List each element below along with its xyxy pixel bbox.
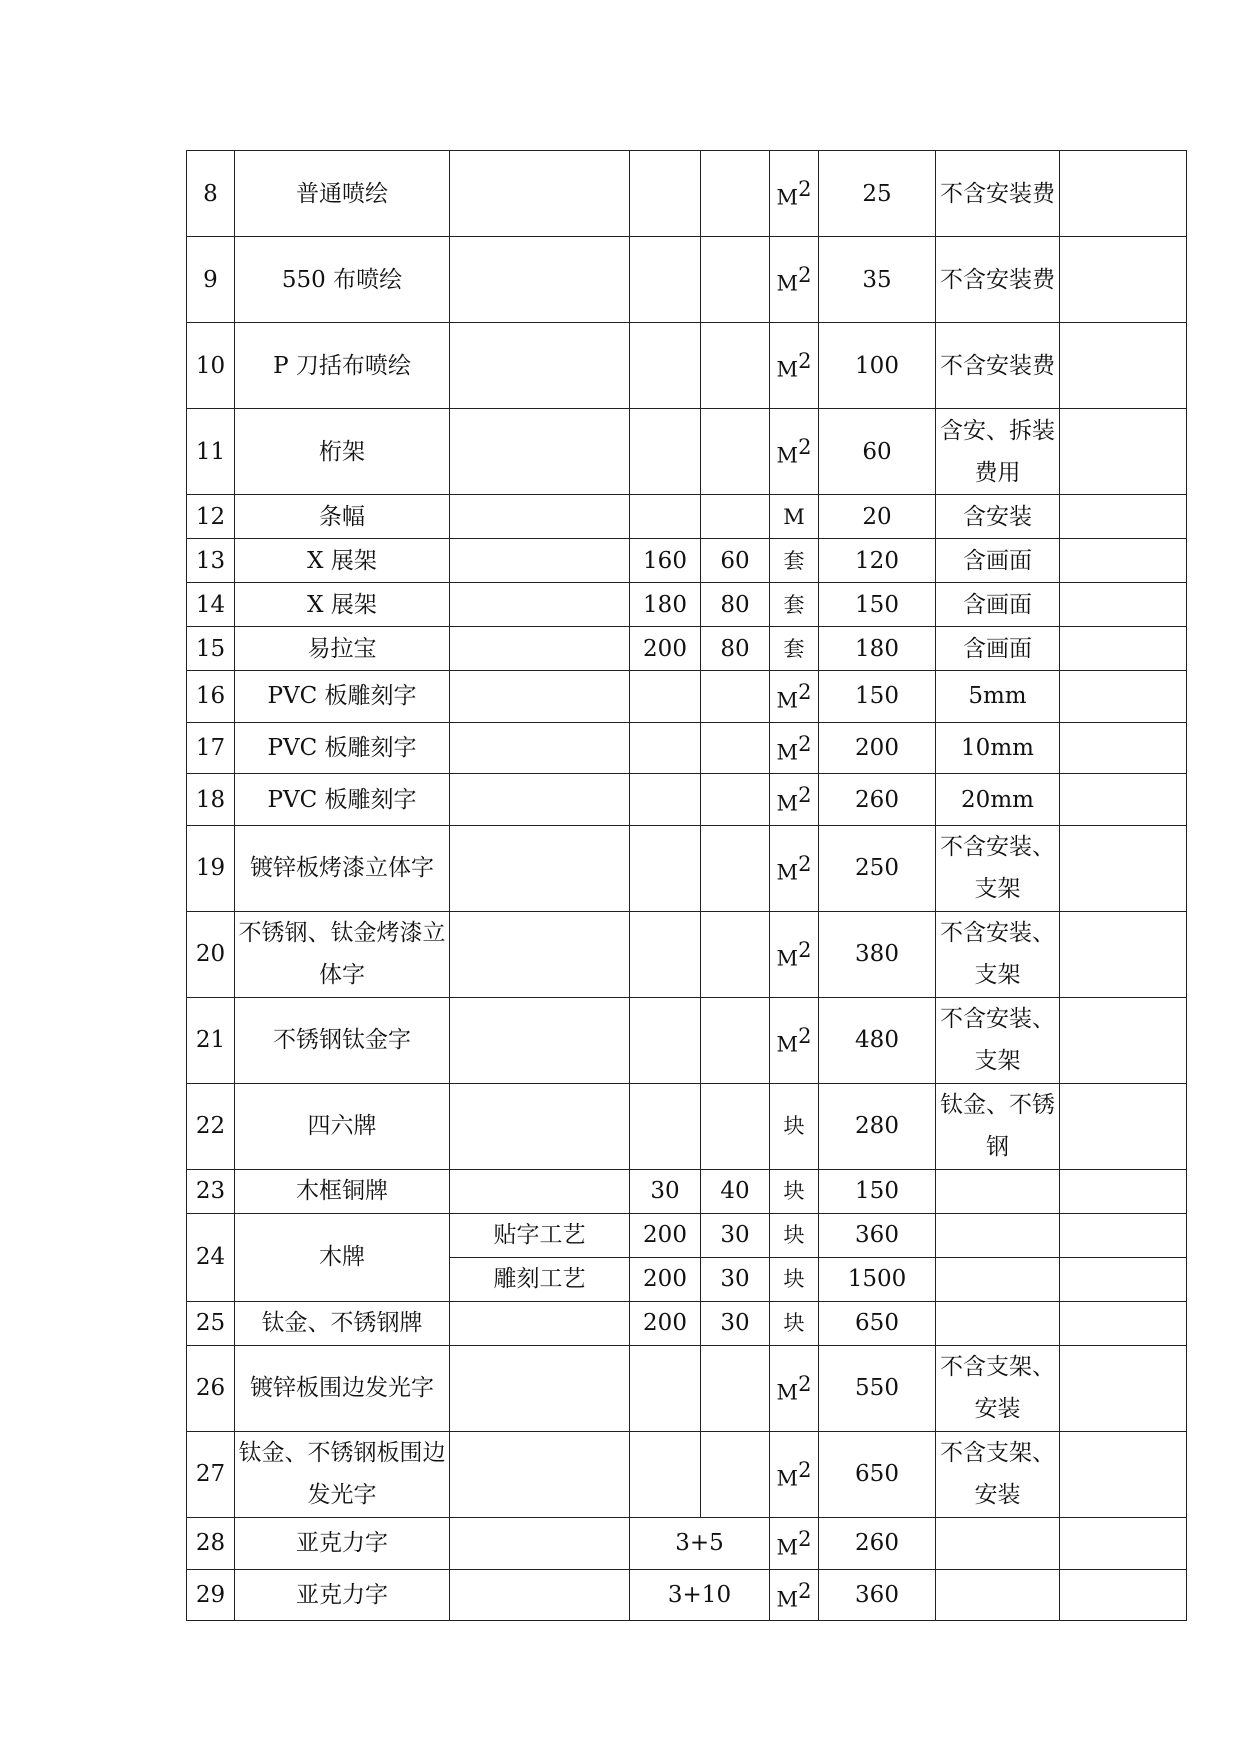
unit-cell: [770, 1345, 819, 1431]
unit-cell: [770, 1569, 819, 1621]
dimension-2-cell: 60: [701, 539, 770, 583]
dimension-2-cell: [701, 409, 770, 495]
unit-cell: [770, 323, 819, 409]
dimension-2-cell: 30: [701, 1301, 770, 1345]
process-cell: [450, 495, 630, 539]
item-number-cell: 9: [187, 237, 235, 323]
unit-text: M: [776, 946, 799, 971]
extra-cell: [1060, 1257, 1187, 1301]
unit-cell: [770, 1169, 819, 1213]
extra-cell: [1060, 997, 1187, 1083]
unit-superscript: 2: [798, 349, 812, 374]
unit-text: M: [776, 1535, 799, 1560]
extra-cell: [1060, 671, 1187, 723]
dimension-1-cell: [630, 495, 701, 539]
extra-cell: [1060, 323, 1187, 409]
extra-cell: [1060, 151, 1187, 237]
table-row: [187, 323, 1187, 409]
item-name-cell: 亚克力字: [235, 1517, 450, 1569]
note-cell: 不含支架、安装: [936, 1345, 1060, 1431]
unit-text: M: [776, 443, 799, 468]
price-cell: 280: [819, 1083, 936, 1169]
table-row: [187, 911, 1187, 997]
dimension-2-cell: [701, 495, 770, 539]
item-name-cell: 钛金、不锈钢板围边发光字: [235, 1431, 450, 1517]
item-number-cell: 25: [187, 1301, 235, 1345]
item-name-cell: 镀锌板烤漆立体字: [235, 825, 450, 911]
dimension-1-cell: [630, 774, 701, 826]
item-number-cell: 12: [187, 495, 235, 539]
item-name-cell: 不锈钢钛金字: [235, 997, 450, 1083]
dimension-2-cell: 40: [701, 1169, 770, 1213]
extra-cell: [1060, 1569, 1187, 1621]
note-cell: 不含安装、支架: [936, 825, 1060, 911]
price-cell: 650: [819, 1301, 936, 1345]
price-cell: 25: [819, 151, 936, 237]
unit-cell: [770, 539, 819, 583]
item-name-cell: 镀锌板围边发光字: [235, 1345, 450, 1431]
process-cell: [450, 409, 630, 495]
note-cell: [936, 1517, 1060, 1569]
dimension-2-cell: 80: [701, 627, 770, 671]
process-cell: [450, 1345, 630, 1431]
dimension-2-cell: [701, 323, 770, 409]
unit-text: M: [776, 1466, 799, 1491]
unit-superscript: 2: [798, 1526, 812, 1551]
table-row: [187, 237, 1187, 323]
item-number-cell: 16: [187, 671, 235, 723]
dimension-2-cell: [701, 1345, 770, 1431]
unit-superscript: 2: [798, 938, 812, 963]
unit-text: 块: [783, 1267, 805, 1292]
process-cell: 贴字工艺: [450, 1213, 630, 1257]
price-cell: 180: [819, 627, 936, 671]
table-row: [187, 151, 1187, 237]
dimension-1-cell: 200: [630, 1213, 701, 1257]
unit-cell: [770, 671, 819, 723]
dimension-1-cell: [630, 997, 701, 1083]
item-number-cell: 20: [187, 911, 235, 997]
table-row: [187, 539, 1187, 583]
note-cell: 含画面: [936, 583, 1060, 627]
item-name-cell: 木牌: [235, 1213, 450, 1301]
unit-cell: [770, 997, 819, 1083]
dimension-2-cell: [701, 1431, 770, 1517]
process-cell: [450, 1083, 630, 1169]
process-cell: [450, 1569, 630, 1621]
extra-cell: [1060, 911, 1187, 997]
dimension-1-cell: [630, 237, 701, 323]
price-cell: 120: [819, 539, 936, 583]
item-number-cell: 23: [187, 1169, 235, 1213]
note-cell: 不含安装、支架: [936, 911, 1060, 997]
extra-cell: [1060, 495, 1187, 539]
item-name-cell: 桁架: [235, 409, 450, 495]
dimension-2-cell: [701, 671, 770, 723]
dimension-1-cell: 160: [630, 539, 701, 583]
unit-cell: [770, 911, 819, 997]
note-cell: 不含安装、支架: [936, 997, 1060, 1083]
unit-cell: [770, 627, 819, 671]
unit-text: M: [776, 271, 799, 296]
process-cell: [450, 539, 630, 583]
unit-superscript: 2: [798, 263, 812, 288]
process-cell: [450, 237, 630, 323]
item-name-cell: X 展架: [235, 583, 450, 627]
item-number-cell: 21: [187, 997, 235, 1083]
item-number-cell: 22: [187, 1083, 235, 1169]
unit-cell: [770, 774, 819, 826]
price-cell: 150: [819, 671, 936, 723]
extra-cell: [1060, 774, 1187, 826]
unit-cell: [770, 495, 819, 539]
item-name-cell: 易拉宝: [235, 627, 450, 671]
item-name-cell: 亚克力字: [235, 1569, 450, 1621]
extra-cell: [1060, 1213, 1187, 1257]
price-cell: 260: [819, 774, 936, 826]
item-name-cell: 普通喷绘: [235, 151, 450, 237]
unit-text: M: [776, 1587, 799, 1612]
table-row: [187, 997, 1187, 1083]
item-number-cell: 28: [187, 1517, 235, 1569]
table-row: [187, 583, 1187, 627]
unit-cell: [770, 409, 819, 495]
dimension-1-cell: [630, 409, 701, 495]
process-cell: [450, 1431, 630, 1517]
extra-cell: [1060, 1517, 1187, 1569]
dimension-1-cell: [630, 671, 701, 723]
note-cell: [936, 1569, 1060, 1621]
item-number-cell: 13: [187, 539, 235, 583]
dimension-1-cell: 200: [630, 1257, 701, 1301]
note-cell: [936, 1257, 1060, 1301]
table-row: [187, 1083, 1187, 1169]
item-number-cell: 17: [187, 722, 235, 774]
process-cell: [450, 825, 630, 911]
price-cell: 100: [819, 323, 936, 409]
dimension-2-cell: [701, 774, 770, 826]
price-cell: 650: [819, 1431, 936, 1517]
dimension-cell: 3+5: [630, 1517, 770, 1569]
dimension-2-cell: [701, 722, 770, 774]
dimension-1-cell: [630, 722, 701, 774]
dimension-2-cell: [701, 237, 770, 323]
extra-cell: [1060, 583, 1187, 627]
process-cell: [450, 722, 630, 774]
note-cell: 不含安装费: [936, 151, 1060, 237]
table-row: [187, 774, 1187, 826]
note-cell: 含安装: [936, 495, 1060, 539]
item-name-cell: 550 布喷绘: [235, 237, 450, 323]
process-cell: [450, 627, 630, 671]
unit-text: M: [776, 185, 799, 210]
item-number-cell: 15: [187, 627, 235, 671]
extra-cell: [1060, 722, 1187, 774]
dimension-cell: 3+10: [630, 1569, 770, 1621]
price-cell: 150: [819, 583, 936, 627]
extra-cell: [1060, 1301, 1187, 1345]
note-cell: 10mm: [936, 722, 1060, 774]
unit-superscript: 2: [798, 1578, 812, 1603]
extra-cell: [1060, 1083, 1187, 1169]
item-name-cell: PVC 板雕刻字: [235, 774, 450, 826]
item-name-cell: 钛金、不锈钢牌: [235, 1301, 450, 1345]
item-number-cell: 27: [187, 1431, 235, 1517]
process-cell: [450, 323, 630, 409]
item-number-cell: 14: [187, 583, 235, 627]
dimension-2-cell: 80: [701, 583, 770, 627]
table-row: [187, 1169, 1187, 1213]
dimension-2-cell: 30: [701, 1213, 770, 1257]
note-cell: 钛金、不锈钢: [936, 1083, 1060, 1169]
unit-cell: [770, 1213, 819, 1257]
unit-cell: [770, 237, 819, 323]
item-name-cell: 四六牌: [235, 1083, 450, 1169]
item-number-cell: 24: [187, 1213, 235, 1301]
unit-text: 块: [783, 1223, 805, 1248]
extra-cell: [1060, 409, 1187, 495]
process-cell: [450, 911, 630, 997]
extra-cell: [1060, 1345, 1187, 1431]
item-number-cell: 18: [187, 774, 235, 826]
dimension-2-cell: [701, 911, 770, 997]
unit-text: M: [783, 504, 805, 529]
unit-text: M: [776, 688, 799, 713]
process-cell: [450, 1169, 630, 1213]
unit-text: M: [776, 1032, 799, 1057]
item-name-cell: 条幅: [235, 495, 450, 539]
process-cell: 雕刻工艺: [450, 1257, 630, 1301]
table-row: [187, 409, 1187, 495]
unit-cell: [770, 1257, 819, 1301]
price-cell: 150: [819, 1169, 936, 1213]
item-number-cell: 8: [187, 151, 235, 237]
extra-cell: [1060, 627, 1187, 671]
dimension-1-cell: [630, 151, 701, 237]
dimension-1-cell: [630, 911, 701, 997]
price-cell: 35: [819, 237, 936, 323]
note-cell: 不含支架、安装: [936, 1431, 1060, 1517]
unit-cell: [770, 1517, 819, 1569]
unit-text: 套: [783, 548, 805, 573]
dimension-1-cell: [630, 1431, 701, 1517]
table-row: [187, 1517, 1187, 1569]
extra-cell: [1060, 237, 1187, 323]
dimension-2-cell: [701, 997, 770, 1083]
table-row: [187, 671, 1187, 723]
item-number-cell: 26: [187, 1345, 235, 1431]
note-cell: 不含安装费: [936, 237, 1060, 323]
table-row: [187, 825, 1187, 911]
unit-superscript: 2: [798, 435, 812, 460]
extra-cell: [1060, 825, 1187, 911]
process-cell: [450, 1517, 630, 1569]
item-number-cell: 19: [187, 825, 235, 911]
price-cell: 550: [819, 1345, 936, 1431]
price-cell: 480: [819, 997, 936, 1083]
unit-superscript: 2: [798, 680, 812, 704]
price-cell: 360: [819, 1213, 936, 1257]
price-cell: 380: [819, 911, 936, 997]
unit-superscript: 2: [798, 852, 812, 877]
dimension-2-cell: [701, 1083, 770, 1169]
unit-cell: [770, 1083, 819, 1169]
unit-cell: [770, 1301, 819, 1345]
item-name-cell: P 刀括布喷绘: [235, 323, 450, 409]
table-row: [187, 1301, 1187, 1345]
dimension-1-cell: [630, 1083, 701, 1169]
dimension-1-cell: 200: [630, 627, 701, 671]
note-cell: 不含安装费: [936, 323, 1060, 409]
unit-superscript: 2: [798, 1458, 812, 1483]
price-cell: 20: [819, 495, 936, 539]
unit-cell: [770, 583, 819, 627]
dimension-1-cell: [630, 1345, 701, 1431]
note-cell: [936, 1301, 1060, 1345]
process-cell: [450, 151, 630, 237]
price-cell: 1500: [819, 1257, 936, 1301]
item-number-cell: 10: [187, 323, 235, 409]
unit-text: 块: [783, 1114, 805, 1139]
unit-superscript: 2: [798, 1024, 812, 1049]
unit-text: M: [776, 860, 799, 885]
unit-superscript: 2: [798, 731, 812, 756]
extra-cell: [1060, 539, 1187, 583]
price-table: [186, 150, 1187, 1621]
unit-superscript: 2: [798, 783, 812, 808]
unit-cell: [770, 1431, 819, 1517]
note-cell: [936, 1169, 1060, 1213]
dimension-1-cell: 180: [630, 583, 701, 627]
note-cell: 含画面: [936, 539, 1060, 583]
unit-cell: [770, 825, 819, 911]
table-row: [187, 627, 1187, 671]
note-cell: 含画面: [936, 627, 1060, 671]
price-cell: 250: [819, 825, 936, 911]
unit-text: 套: [783, 636, 805, 661]
process-cell: [450, 671, 630, 723]
price-cell: 200: [819, 722, 936, 774]
extra-cell: [1060, 1431, 1187, 1517]
dimension-2-cell: [701, 151, 770, 237]
process-cell: [450, 1301, 630, 1345]
table-row: [187, 1569, 1187, 1621]
item-name-cell: PVC 板雕刻字: [235, 722, 450, 774]
note-cell: 5mm: [936, 671, 1060, 723]
process-cell: [450, 774, 630, 826]
note-cell: [936, 1213, 1060, 1257]
unit-text: M: [776, 357, 799, 382]
item-name-cell: 不锈钢、钛金烤漆立体字: [235, 911, 450, 997]
process-cell: [450, 997, 630, 1083]
process-cell: [450, 583, 630, 627]
unit-text: 块: [783, 1179, 805, 1204]
table-row: [187, 1431, 1187, 1517]
dimension-1-cell: 30: [630, 1169, 701, 1213]
unit-text: 块: [783, 1311, 805, 1336]
price-cell: 360: [819, 1569, 936, 1621]
unit-text: M: [776, 740, 799, 765]
dimension-1-cell: 200: [630, 1301, 701, 1345]
unit-superscript: 2: [798, 1372, 812, 1397]
unit-text: M: [776, 1380, 799, 1405]
extra-cell: [1060, 1169, 1187, 1213]
unit-superscript: 2: [798, 177, 812, 202]
item-number-cell: 11: [187, 409, 235, 495]
table-row: [187, 1345, 1187, 1431]
item-name-cell: PVC 板雕刻字: [235, 671, 450, 723]
price-cell: 260: [819, 1517, 936, 1569]
item-name-cell: 木框铜牌: [235, 1169, 450, 1213]
dimension-2-cell: [701, 825, 770, 911]
item-number-cell: 29: [187, 1569, 235, 1621]
table-row: [187, 495, 1187, 539]
unit-cell: [770, 722, 819, 774]
dimension-2-cell: 30: [701, 1257, 770, 1301]
unit-cell: [770, 151, 819, 237]
price-cell: 60: [819, 409, 936, 495]
dimension-1-cell: [630, 323, 701, 409]
note-cell: 20mm: [936, 774, 1060, 826]
table-row: [187, 722, 1187, 774]
unit-text: 套: [783, 592, 805, 617]
table-row: [187, 1213, 1187, 1257]
item-name-cell: X 展架: [235, 539, 450, 583]
dimension-1-cell: [630, 825, 701, 911]
note-cell: 含安、拆装费用: [936, 409, 1060, 495]
unit-text: M: [776, 791, 799, 816]
